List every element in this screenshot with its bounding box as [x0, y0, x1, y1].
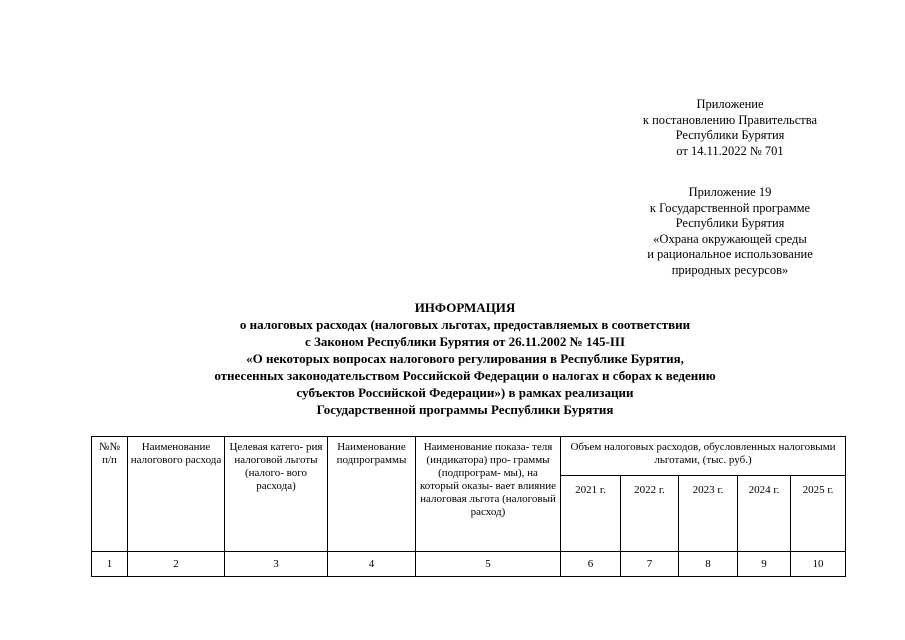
table-header-row [92, 437, 846, 476]
column-number: 3 [225, 552, 328, 577]
annex-1-line: Республики Бурятия [675, 128, 785, 142]
column-number: 2 [128, 552, 225, 577]
header-num: №№ п/п [92, 437, 128, 552]
annex-1-line: от 14.11.2022 № 701 [676, 143, 784, 158]
title-line: отнесенных законодательством Российской Федерации о налогах и сборах к ведению [214, 368, 716, 383]
header-year: 2022 г. [621, 476, 679, 552]
annex-1-line: Приложение [696, 97, 764, 111]
annex-19-line: Приложение 19 [688, 185, 772, 199]
document-title [100, 299, 830, 418]
column-number: 10 [791, 552, 846, 577]
annex-19-line: «Охрана окружающей среды [653, 231, 807, 246]
title-heading: ИНФОРМАЦИЯ [414, 300, 516, 315]
header-target-category: Целевая катего- рия налоговой льготы (налого- вого расхода) [225, 437, 328, 552]
header-subprogram: Наименование подпрограммы [328, 437, 416, 552]
annex-19-line: природных ресурсов» [671, 262, 789, 277]
column-number: 1 [92, 552, 128, 577]
title-line: с Законом Республики Бурятия от 26.11.2002 № 145-III [304, 334, 626, 349]
header-expense-name: Наименование налогового расхода [128, 437, 225, 552]
table-row [92, 552, 846, 577]
header-indicator: Наименование показа- теля (индикатора) про- граммы (подпрограм- мы), на который оказы- вает влияние налоговая льгота (налоговый расход) [416, 437, 561, 552]
column-number: 6 [561, 552, 621, 577]
annex-19-line: и рациональное использование [647, 247, 813, 261]
column-number: 4 [328, 552, 416, 577]
annex-19-line: к Государственной программе [649, 200, 811, 215]
title-line: субъектов Российской Федерации») в рамках реализации [296, 385, 634, 400]
column-number: 8 [679, 552, 738, 577]
annex-19-line: Республики Бурятия [675, 216, 785, 230]
column-number: 9 [738, 552, 791, 577]
title-line: «О некоторых вопросах налогового регулирования в Республике Бурятия, [246, 351, 684, 366]
header-year: 2024 г. [738, 476, 791, 552]
column-number: 7 [621, 552, 679, 577]
title-line: Государственной программы Республики Бурятия [316, 402, 614, 417]
annex-19-block [600, 185, 860, 278]
header-volume: Объем налоговых расходов, обусловленных налоговыми льготами, (тыс. руб.) [561, 437, 846, 476]
tax-expenses-table [91, 436, 846, 577]
header-year: 2025 г. [791, 476, 846, 552]
annex-1-block [600, 97, 860, 159]
header-year: 2023 г. [679, 476, 738, 552]
title-line: о налоговых расходах (налоговых льготах, предоставляемых в соответствии [239, 317, 691, 332]
annex-1-line: к постановлению Правительства [642, 112, 818, 127]
header-year: 2021 г. [561, 476, 621, 552]
column-number: 5 [416, 552, 561, 577]
